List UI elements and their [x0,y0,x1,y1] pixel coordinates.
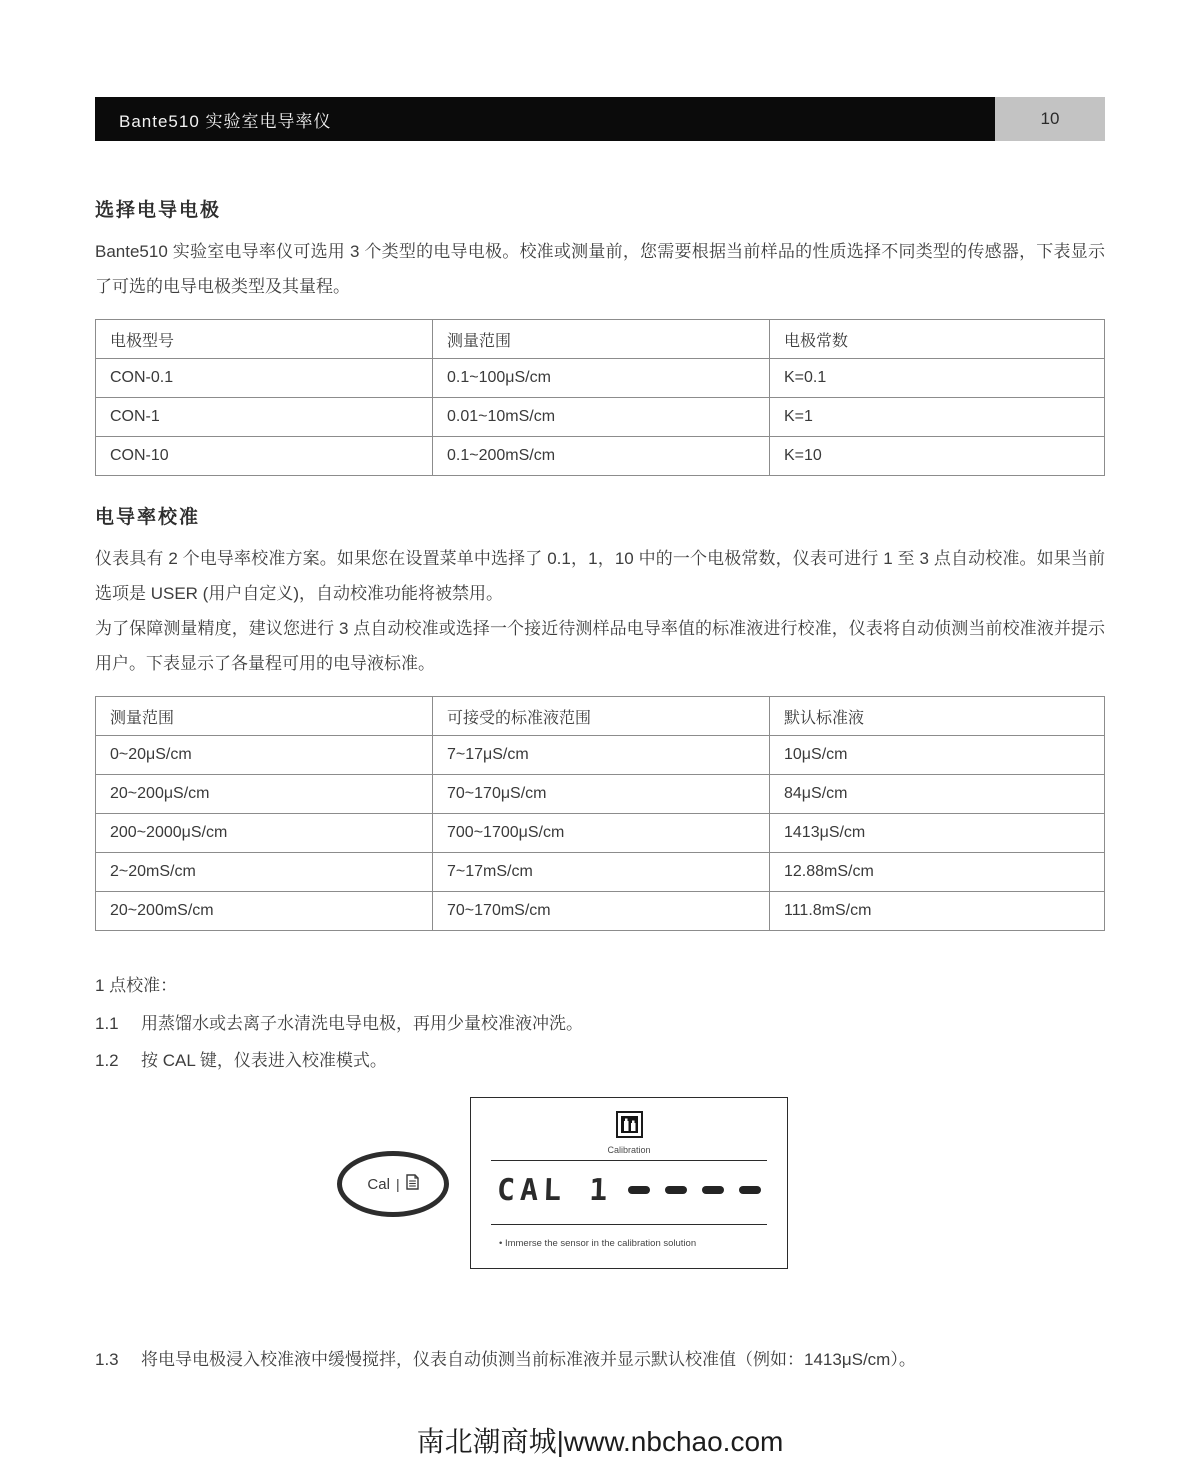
table-header-row [96,320,1105,359]
table-row [96,736,1105,775]
table-cell: 7~17mS/cm [433,853,770,892]
lcd-mode-label: Calibration [607,1145,651,1155]
lcd-dash [739,1186,761,1194]
table-header-cell: 测量范围 [433,320,770,359]
step-text: 用蒸馏水或去离子水清洗电导电极，再用少量校准液冲洗。 [141,1014,583,1033]
table-header-cell: 电极型号 [96,320,433,359]
table-cell: 2~20mS/cm [96,853,433,892]
cal-key-button [337,1151,449,1217]
calibration-paragraph-1: 仪表具有 2 个电导率校准方案。如果您在设置菜单中选择了 0.1，1，10 中的一个电极常数，仪表可进行 1 至 3 点自动校准。如果当前选项是 USER (用户自定义)，自动校准功能将被禁用。 [95,549,1105,603]
document-title: Bante510 实验室电导率仪 [119,111,332,131]
table-header-cell: 可接受的标准液范围 [433,697,770,736]
table-row [96,892,1105,931]
table-row [96,398,1105,437]
electrode-table [95,319,1105,476]
step-row-1-2 [95,1046,1105,1075]
calibration-paragraph-2: 为了保障测量精度，建议您进行 3 点自动校准或选择一个接近待测样品电导率值的标准液进行校准，仪表将自动侦测当前校准液并提示用户。下表显示了各量程可用的电导液标准。 [95,619,1105,673]
table-cell: 10μS/cm [770,736,1105,775]
table-cell: CON-0.1 [96,359,433,398]
step-number: 1.2 [95,1051,119,1070]
table-cell: 200~2000μS/cm [96,814,433,853]
table-cell: 20~200μS/cm [96,775,433,814]
step-text: 将电导电极浸入校准液中缓慢搅拌，仪表自动侦测当前标准液并显示默认校准值（例如：1413μS/cm）。 [141,1350,916,1369]
lcd-mode-indicator [471,1111,787,1155]
lcd-divider-bottom [491,1224,767,1225]
page-content [95,97,1105,1374]
lcd-display [470,1097,788,1269]
step-row-1-3 [95,1345,1105,1374]
table-cell: 20~200mS/cm [96,892,433,931]
lcd-dash [665,1186,687,1194]
table-cell: 700~1700μS/cm [433,814,770,853]
cal-key-label: Cal [367,1175,390,1193]
table-cell: 0~20μS/cm [96,736,433,775]
section-heading-calibration: 电导率校准 [95,507,201,528]
table-cell: 0.1~200mS/cm [433,437,770,476]
header-bar [95,97,1105,141]
table-header-cell: 默认标准液 [770,697,1105,736]
lcd-main-row [497,1161,761,1219]
table-header-cell: 测量范围 [96,697,433,736]
table-cell: 7~17μS/cm [433,736,770,775]
step-number: 1.3 [95,1350,119,1369]
table-cell: K=10 [770,437,1105,476]
calibration-figure [95,1097,1105,1289]
document-icon [406,1174,419,1194]
page-number-badge: 10 [995,97,1105,141]
table-cell: 0.01~10mS/cm [433,398,770,437]
one-point-calibration-steps [95,971,1105,1374]
table-header-row [96,697,1105,736]
table-row [96,437,1105,476]
section-heading-electrode: 选择电导电极 [95,200,222,221]
lcd-instruction-note: • Immerse the sensor in the calibration solution [499,1238,697,1249]
table-cell: 1413μS/cm [770,814,1105,853]
table-row [96,359,1105,398]
steps-title: 1 点校准： [95,976,178,995]
table-cell: K=0.1 [770,359,1105,398]
table-cell: CON-10 [96,437,433,476]
table-cell: 70~170μS/cm [433,775,770,814]
table-row [96,814,1105,853]
table-cell: 111.8mS/cm [770,892,1105,931]
calibration-bottles-icon [616,1111,643,1143]
step-number: 1.1 [95,1014,119,1033]
lcd-value-placeholder [628,1186,761,1194]
cal-key-separator: | [395,1176,400,1192]
table-row [96,775,1105,814]
step-row-1-1 [95,1009,1105,1038]
table-cell: 84μS/cm [770,775,1105,814]
table-cell: 0.1~100μS/cm [433,359,770,398]
step-text: 按 CAL 键，仪表进入校准模式。 [141,1051,387,1070]
lcd-dash [628,1186,650,1194]
lcd-cal-text: CAL 1 [496,1172,613,1208]
footer-watermark: 南北潮商城|www.nbchao.com [416,1426,784,1457]
table-cell: 70~170mS/cm [433,892,770,931]
electrode-intro-paragraph: Bante510 实验室电导率仪可选用 3 个类型的电导电极。校准或测量前，您需要根据当前样品的性质选择不同类型的传感器，下表显示了可选的电导电极类型及其量程。 [95,242,1105,296]
table-cell: 12.88mS/cm [770,853,1105,892]
standards-table [95,696,1105,931]
table-cell: CON-1 [96,398,433,437]
table-row [96,853,1105,892]
lcd-dash [702,1186,724,1194]
table-cell: K=1 [770,398,1105,437]
table-header-cell: 电极常数 [770,320,1105,359]
